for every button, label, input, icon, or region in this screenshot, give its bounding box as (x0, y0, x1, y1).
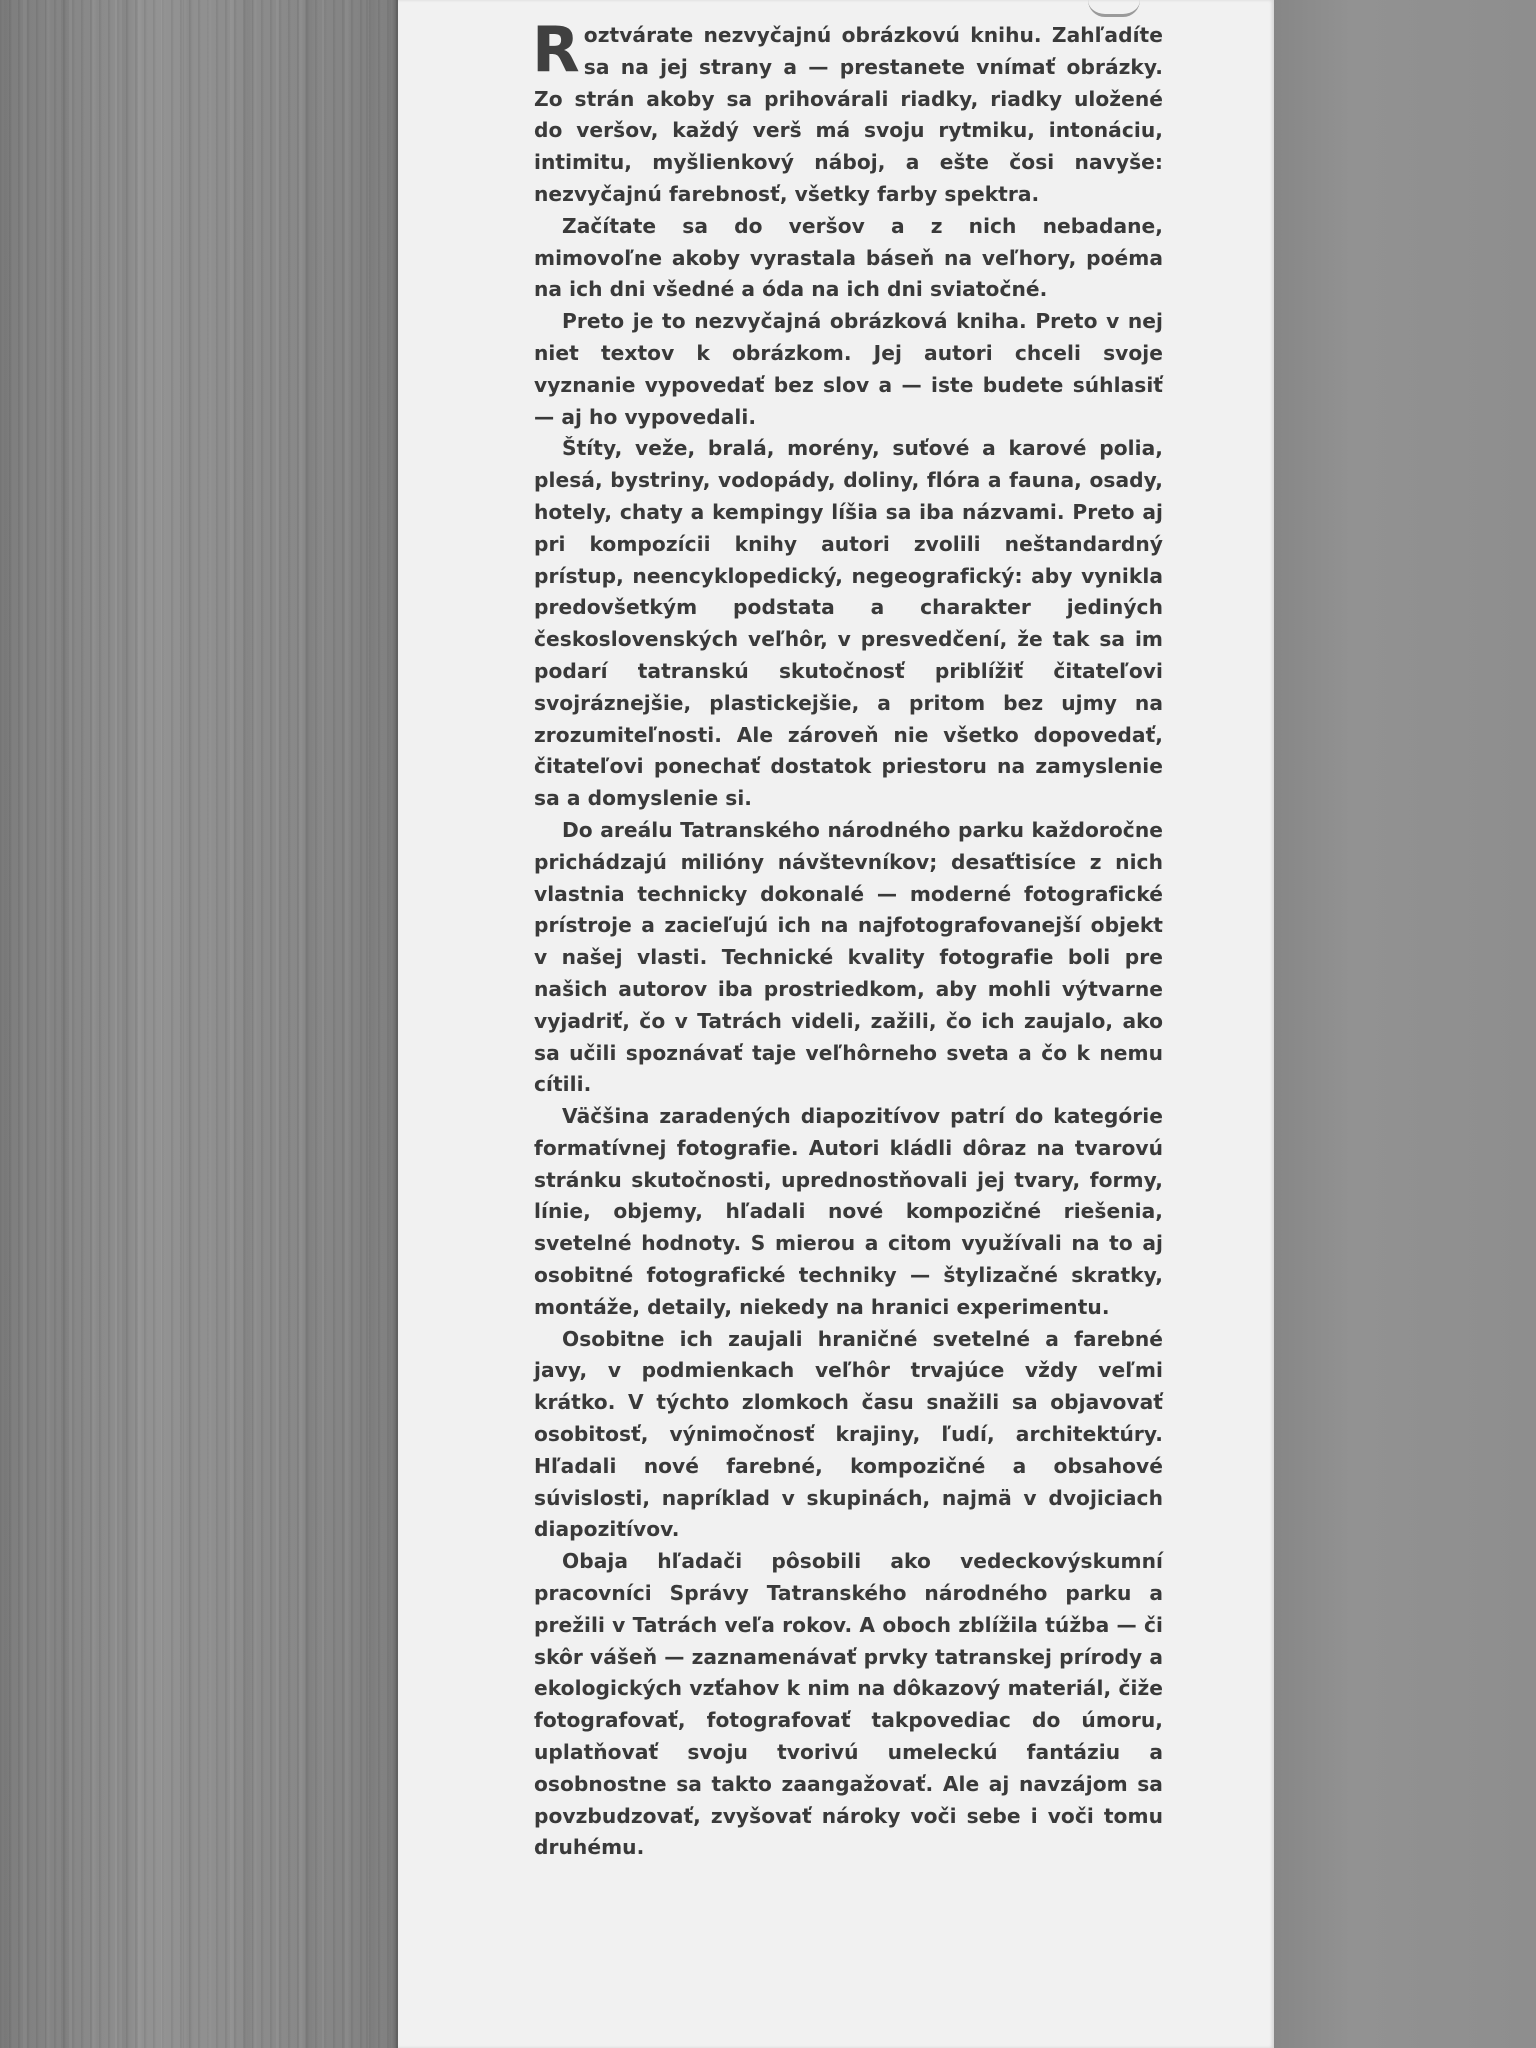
paragraph-1 (532, 13, 1163, 211)
background-surface (1272, 0, 1536, 2048)
wooden-surface (0, 0, 398, 2048)
paragraph-8: Obaja hľadači pôsobili ako vedeckovýskumní pracovníci Správy Tatranského národného parku a prežili v Tatrách veľa rokov. A oboch zblížila túžba — či skôr vášeň — zaznamenávať prvky tatranskej prírody a ekologických vzťahov k nim na dôkazový materiál, čiže fotografovať, fotografovať takpovediac do úmoru, uplatňovať svoju tvorivú umeleckú fantáziu a osobnostne sa takto zaangažovať. Ale aj navzájom sa povzbudzovať, zvyšovať nároky voči sebe i voči tomu druhému. (534, 1549, 1163, 1860)
paragraph-5: Do areálu Tatranského národného parku každoročne prichádzajú milióny návštevníkov; desaťtisíce z nich vlastnia technicky dokonalé — moderné fotografické prístroje a zacieľujú ich na najfotografovanejší objekt v našej vlasti. Technické kvality fotografie boli pre našich autorov iba prostriedkom, aby mohli výtvarne vyjadriť, čo v Tatrách videli, zažili, čo ich zaujalo, ako sa učili spoznávať taje veľhôrneho sveta a čo k nemu cítili. (534, 817, 1163, 1097)
article-text (532, 13, 1163, 1864)
drop-cap: R (532, 13, 580, 86)
decorative-stroke (1088, 0, 1140, 17)
paragraph-3: Preto je to nezvyčajná obrázková kniha. Preto v nej niet textov k obrázkom. Jej autori chceli svoje vyznanie vypovedať bez slov a — iste budete súhlasiť — aj ho vypovedali. (534, 309, 1163, 429)
paragraph-1-text: oztvárate nezvyčajnú obrázkovú knihu. Zahľadíte sa na jej strany a — prestanete vnímať obrázky. Zo strán akoby sa prihovárali riadky, riadky uložené do veršov, každý verš má svoju rytmiku, intonáciu, intimitu, myšlienkový náboj, a ešte čosi navyše: nezvyčajnú farebnosť, všetky farby spektra. (534, 23, 1163, 206)
paragraph-2: Začítate sa do veršov a z nich nebadane, mimovoľne akoby vyrastala báseň na veľhory, poéma na ich dni všedné a óda na ich dni sviatočné. (534, 213, 1163, 302)
paragraph-7: Osobitne ich zaujali hraničné svetelné a farebné javy, v podmienkach veľhôr trvajúce vždy veľmi krátko. V týchto zlomkoch času snažili sa objavovať osobitosť, výnimočnosť krajiny, ľudí, architektúry. Hľadali nové farebné, kompozičné a obsahové súvislosti, napríklad v skupinách, najmä v dvojiciach diapozitívov. (534, 1326, 1163, 1542)
paragraph-6: Väčšina zaradených diapozitívov patrí do kategórie formatívnej fotografie. Autori kládli dôraz na tvarovú stránku skutočnosti, uprednostňovali jej tvary, formy, línie, objemy, hľadali nové kompozičné riešenia, svetelné hodnoty. S mierou a citom využívali na to aj osobitné fotografické techniky — štylizačné skratky, montáže, detaily, niekedy na hranici experimentu. (534, 1104, 1163, 1319)
paragraph-4: Štíty, veže, bralá, morény, suťové a karové polia, plesá, bystriny, vodopády, doliny, flóra a fauna, osady, hotely, chaty a kempingy líšia sa iba názvami. Preto aj pri kompozícii knihy autori zvolili neštandardný prístup, neencyklopedický, negeografický: aby vynikla predovšetkým podstata a charakter jediných československých veľhôr, v presvedčení, že tak sa im podarí tatranskú skutočnosť priblížiť čitateľovi svojráznejšie, plastickejšie, a pritom bez ujmy na zrozumiteľnosti. Ale zároveň nie všetko dopovedať, čitateľovi ponechať dostatok priestoru na zamyslenie sa a domyslenie si. (534, 436, 1163, 811)
